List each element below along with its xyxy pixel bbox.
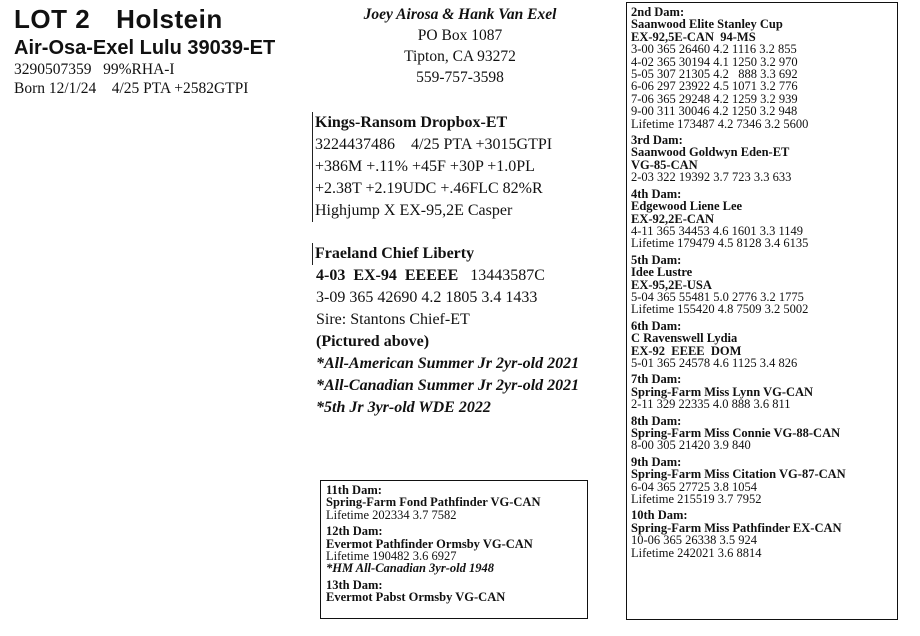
ancestor-record: 6-04 365 27725 3.8 1054 <box>631 479 758 494</box>
dam-name: Fraeland Chief Liberty <box>315 245 475 262</box>
sire-line-4: Highjump X EX-95,2E Casper <box>315 202 513 219</box>
dam-award: *All-Canadian Summer Jr 2yr-old 2021 <box>316 377 580 394</box>
dam-record: 3-09 365 42690 4.2 1805 3.4 1433 <box>316 289 538 306</box>
ancestor-name: Edgewood Liene Lee <box>631 199 743 214</box>
dam-award: *5th Jr 3yr-old WDE 2022 <box>316 399 491 416</box>
ancestor-record: Lifetime 242021 3.6 8814 <box>631 545 762 560</box>
ancestor-label: 7th Dam: <box>631 372 682 387</box>
lot-title <box>14 4 275 35</box>
pedigree-entry <box>326 525 587 575</box>
ancestor-label: 9th Dam: <box>631 454 682 469</box>
ancestor-name: Spring-Farm Fond Pathfinder VG-CAN <box>326 495 541 510</box>
pedigree-entry <box>631 456 897 506</box>
ancestor-name: Spring-Farm Miss Lynn VG-CAN <box>631 384 814 399</box>
dam-classification: 4-03 EX-94 EEEEE <box>316 267 459 284</box>
ancestor-record: Lifetime 173487 4.2 7346 3.2 5600 <box>631 116 809 131</box>
ancestor-record: Lifetime 155420 4.8 7509 3.2 5002 <box>631 302 809 317</box>
ancestor-label: 5th Dam: <box>631 252 682 267</box>
pedigree-entry <box>631 254 897 316</box>
ancestor-classification: EX-95,2E-USA <box>631 277 712 292</box>
ancestor-record: Lifetime 202334 3.7 7582 <box>326 507 457 522</box>
ancestor-record: 2-11 329 22335 4.0 888 3.6 811 <box>631 397 791 412</box>
owner-phone: 559-757-3598 <box>416 69 504 86</box>
sire-name: Kings-Ransom Dropbox-ET <box>315 114 508 131</box>
ancestor-record: 2-03 322 19392 3.7 723 3.3 633 <box>631 170 792 185</box>
ancestor-name: C Ravenswell Lydia <box>631 331 738 346</box>
ancestor-name: Saanwood Elite Stanley Cup <box>631 17 783 32</box>
ancestor-record: 3-00 365 26460 4.2 1116 3.2 855 <box>631 42 797 57</box>
lot-number: LOT 2 <box>14 4 91 34</box>
ancestor-classification: VG-85-CAN <box>631 157 698 172</box>
dam-sire: Sire: Stantons Chief-ET <box>316 311 470 328</box>
dam-classification-line <box>316 265 616 287</box>
owner-city: Tipton, CA 93272 <box>404 48 516 65</box>
lot-header <box>14 4 275 98</box>
owner-names: Joey Airosa & Hank Van Exel <box>363 6 557 23</box>
pedigree-entry <box>631 415 897 452</box>
pedigree-entry <box>631 373 897 410</box>
pedigree-entry <box>326 579 587 604</box>
ancestor-record: Lifetime 215519 3.7 7952 <box>631 492 762 507</box>
sire-dam-column <box>316 112 616 419</box>
ancestor-award: *HM All-Canadian 3yr-old 1948 <box>326 561 494 576</box>
registration-line: 3290507359 99%RHA-I <box>14 61 175 78</box>
ancestor-label: 4th Dam: <box>631 186 682 201</box>
ancestor-label: 6th Dam: <box>631 318 682 333</box>
ancestor-record: 5-04 365 55481 5.0 2776 3.2 1775 <box>631 289 804 304</box>
ancestor-record: Lifetime 190482 3.6 6927 <box>326 549 457 564</box>
ancestor-record: 4-02 365 30194 4.1 1250 3.2 970 <box>631 54 798 69</box>
owner-block <box>350 4 570 88</box>
ancestor-name: Spring-Farm Miss Connie VG-88-CAN <box>631 426 841 440</box>
ancestor-record: 4-11 365 34453 4.6 1601 3.3 1149 <box>631 223 803 238</box>
ancestor-record: Lifetime 179479 4.5 8128 3.4 6135 <box>631 236 809 251</box>
ancestor-record: 5-05 307 21305 4.2 888 3.3 692 <box>631 67 798 82</box>
pedigree-entry <box>631 509 897 559</box>
born-line: Born 12/1/24 4/25 PTA +2582GTPI <box>14 80 249 97</box>
ancestor-label: 2nd Dam: <box>631 5 685 19</box>
pedigree-entry <box>631 134 897 184</box>
owner-po-box: PO Box 1087 <box>417 27 503 44</box>
sire-block <box>312 112 616 222</box>
ancestor-label: 8th Dam: <box>631 413 682 428</box>
ancestor-label: 12th Dam: <box>326 524 383 539</box>
pedigree-entry <box>631 188 897 250</box>
pedigree-box-bottom <box>320 480 588 619</box>
ancestor-record: 9-00 311 30046 4.2 1250 3.2 948 <box>631 104 798 119</box>
ancestor-name: Spring-Farm Miss Pathfinder EX-CAN <box>631 520 842 535</box>
dam-award: *All-American Summer Jr 2yr-old 2021 <box>316 355 580 372</box>
ancestor-record: 8-00 305 21420 3.9 840 <box>631 438 751 453</box>
ancestor-record: 10-06 365 26338 3.5 924 <box>631 533 758 548</box>
ancestor-record: 6-06 297 23922 4.5 1071 3.2 776 <box>631 79 798 94</box>
ancestor-classification: EX-92,5E-CAN 94-MS <box>631 29 756 44</box>
ancestor-name: Evermot Pabst Ormsby VG-CAN <box>326 590 506 605</box>
dam-pictured: (Pictured above) <box>316 333 430 350</box>
ancestor-label: 10th Dam: <box>631 508 688 523</box>
dam-reg: 13443587C <box>470 267 545 284</box>
ancestor-classification: EX-92 EEEE DOM <box>631 343 742 358</box>
dam-block <box>312 243 616 265</box>
ancestor-record: 5-01 365 24578 4.6 1125 3.4 826 <box>631 355 798 370</box>
ancestor-classification: EX-92,2E-CAN <box>631 211 714 226</box>
ancestor-label: 3rd Dam: <box>631 133 683 148</box>
ancestor-name: Spring-Farm Miss Citation VG-87-CAN <box>631 467 846 482</box>
sire-line-2: +386M +.11% +45F +30P +1.0PL <box>315 158 535 175</box>
ancestor-name: Saanwood Goldwyn Eden-ET <box>631 145 790 160</box>
pedigree-entry <box>631 320 897 370</box>
ancestor-name: Idee Lustre <box>631 265 693 280</box>
ancestor-name: Evermot Pathfinder Ormsby VG-CAN <box>326 536 533 551</box>
pedigree-entry <box>326 484 587 521</box>
animal-name: Air-Osa-Exel Lulu 39039-ET <box>14 37 276 59</box>
ancestor-label: 11th Dam: <box>326 483 382 497</box>
breed-label: Holstein <box>116 4 223 34</box>
pedigree-box-right <box>626 2 898 620</box>
sire-line-1: 3224437486 4/25 PTA +3015GTPI <box>315 136 553 153</box>
ancestor-record: 7-06 365 29248 4.2 1259 3.2 939 <box>631 91 798 106</box>
sire-line-3: +2.38T +2.19UDC +.46FLC 82%R <box>315 180 543 197</box>
ancestor-label: 13th Dam: <box>326 577 383 592</box>
pedigree-entry <box>631 6 897 130</box>
